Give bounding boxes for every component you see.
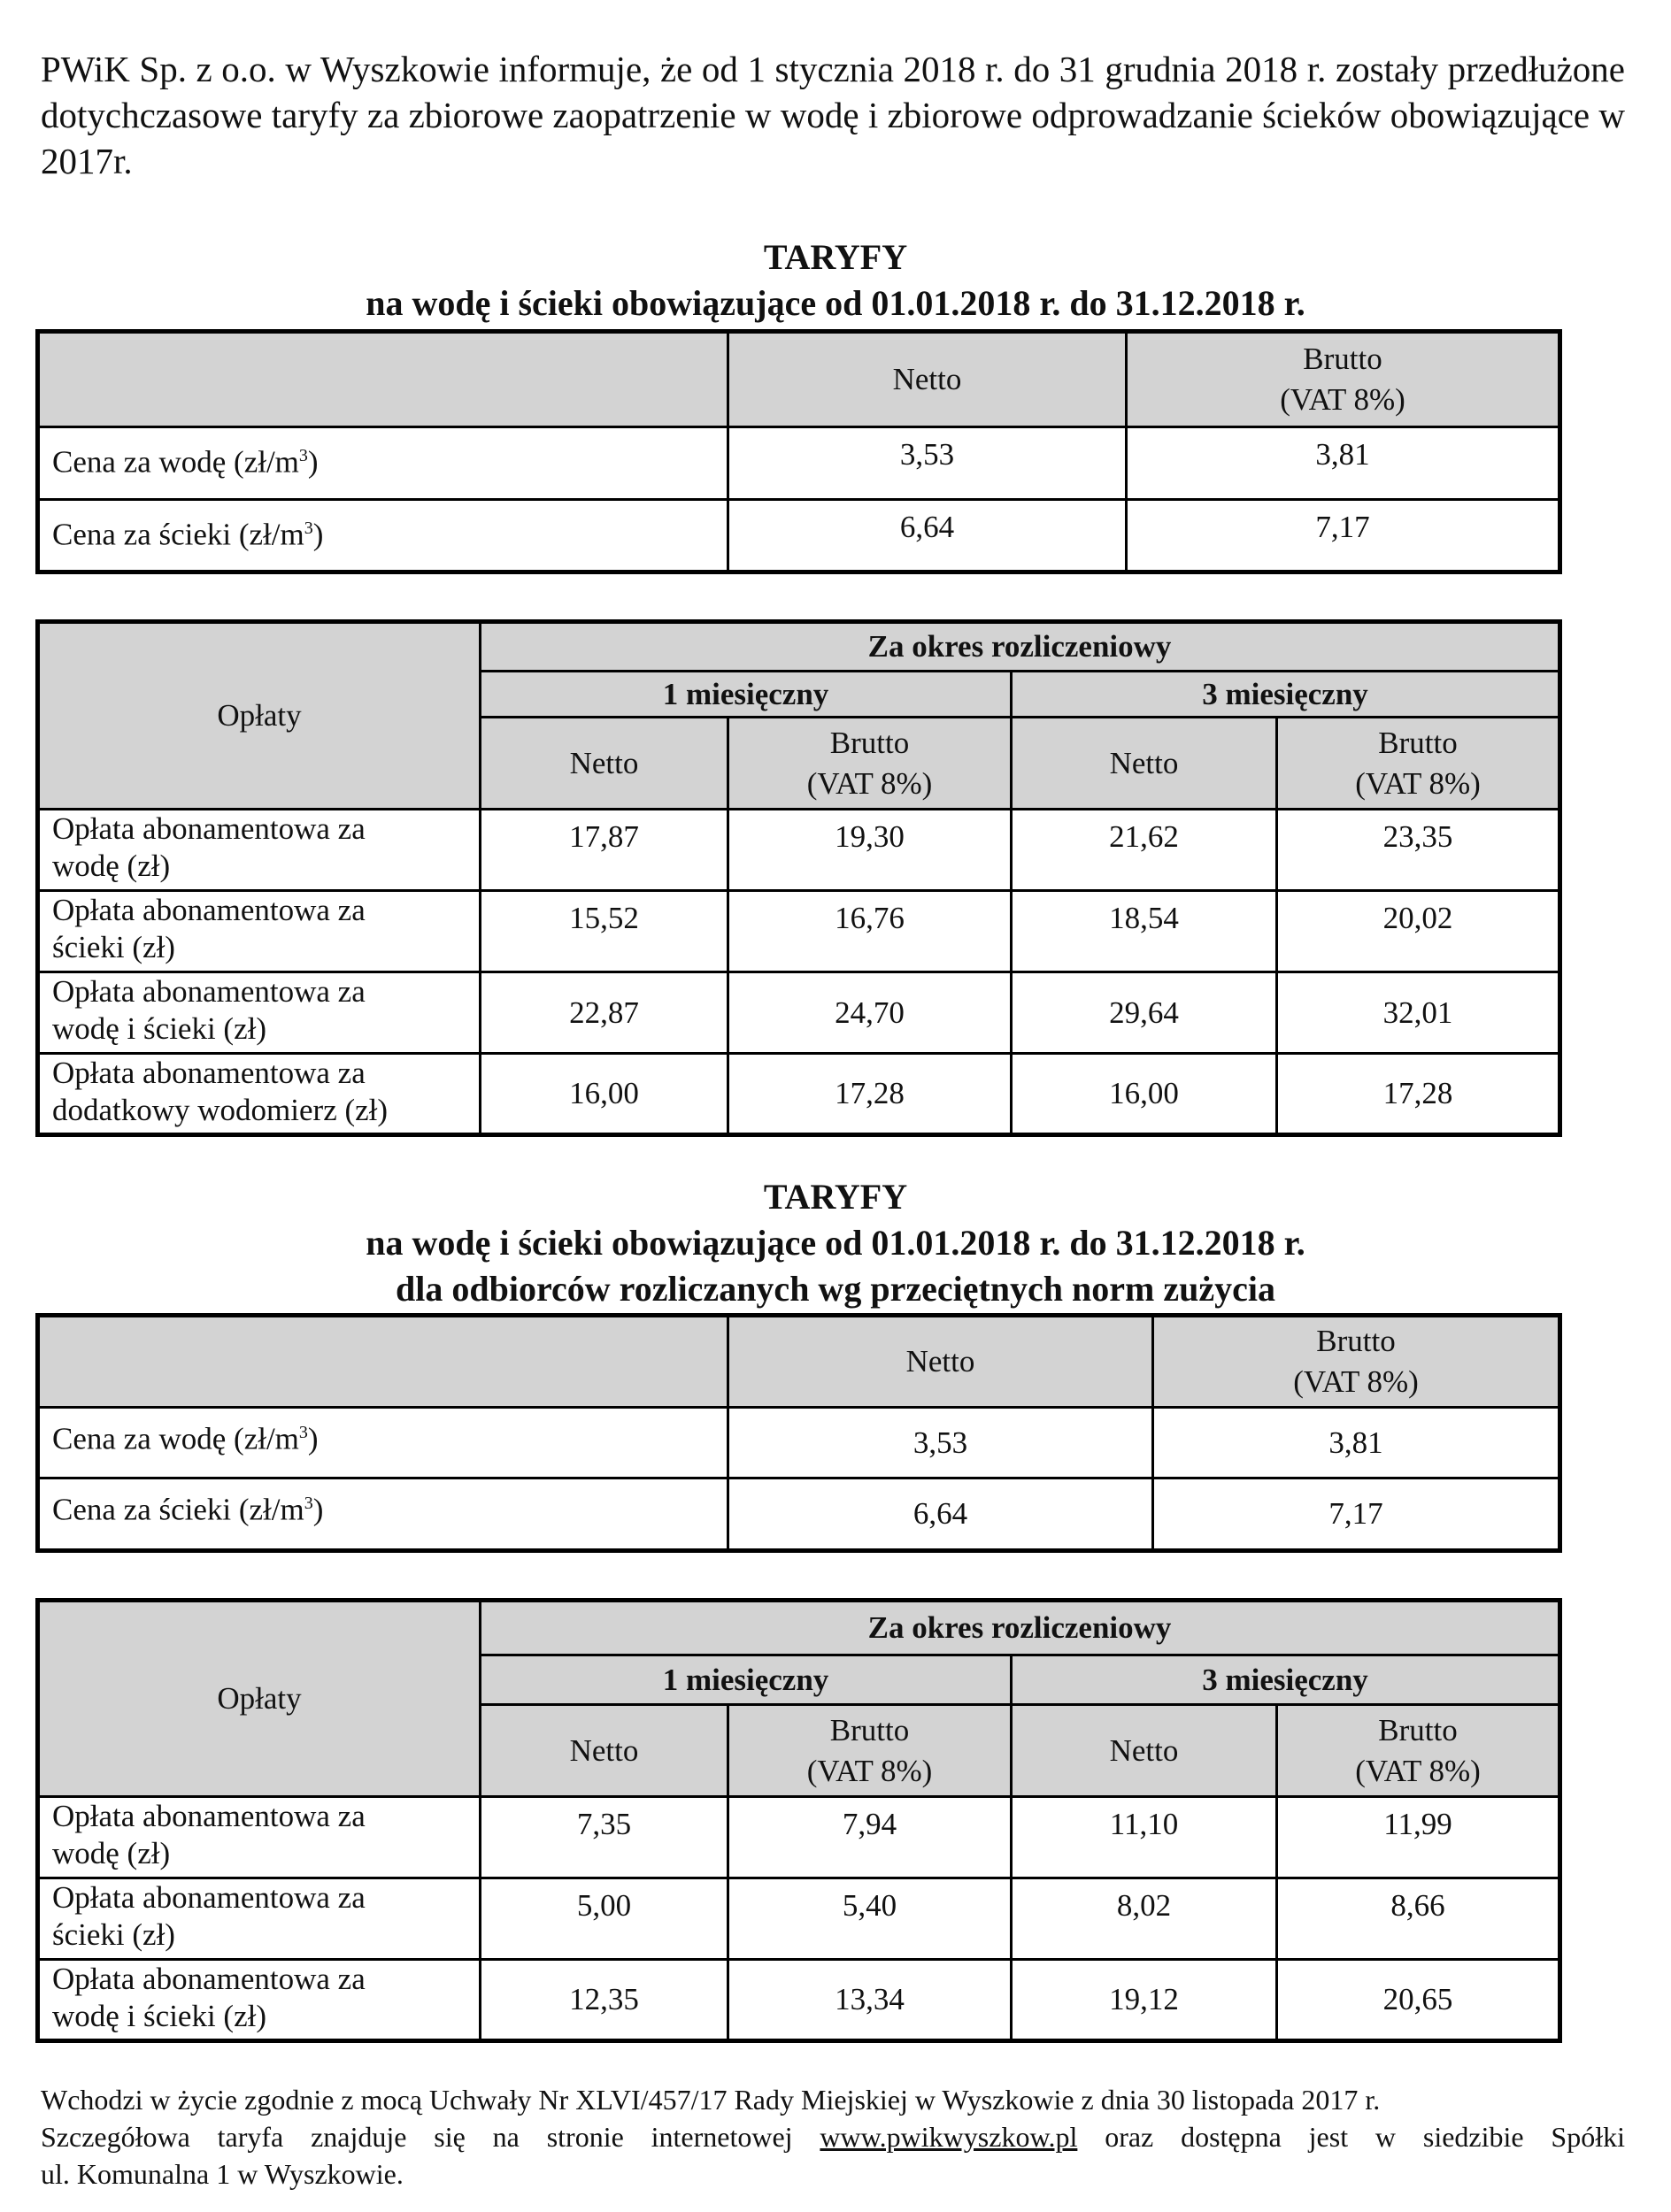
cell-value: 5,00 <box>481 1878 728 1960</box>
netto-header: Netto <box>481 1705 728 1797</box>
section1-subtitle: na wodę i ścieki obowiązujące od 01.01.2018 r. do 31.12.2018 r. <box>366 283 1305 323</box>
period-header: Za okres rozliczeniowy <box>481 1601 1560 1655</box>
cell-value: 7,35 <box>481 1797 728 1878</box>
section2-fee-table <box>35 1598 1562 2043</box>
netto-header: Netto <box>1012 718 1277 810</box>
footer-line1: Wchodzi w życie zgodnie z mocą Uchwały Nr XLVI/457/17 Rady Miejskiej w Wyszkowie z dnia 30 listopada 2017 r. <box>41 2084 1381 2116</box>
row-label: Opłata abonamentowa za wodę (zł) <box>38 810 481 891</box>
netto-header: Netto <box>728 332 1127 427</box>
oplaty-header: Opłaty <box>38 622 481 810</box>
section1-price-table <box>35 329 1562 574</box>
cell-value: 17,87 <box>481 810 728 891</box>
table-header-row <box>38 1316 1560 1408</box>
table-row <box>38 972 1560 1054</box>
section2-price-table <box>35 1313 1562 1553</box>
table-header-row <box>38 1601 1560 1655</box>
empty-header-cell <box>38 332 728 427</box>
oplaty-header: Opłaty <box>38 1601 481 1797</box>
row-label: Cena za ścieki $(zł/m^3)$ <box>38 1479 728 1551</box>
cell-value: 17,28 <box>728 1054 1012 1135</box>
netto-value: 6,64 <box>728 1479 1153 1551</box>
row-label: Opłata abonamentowa za ścieki (zł) <box>38 891 481 972</box>
brutto-header <box>1153 1316 1560 1408</box>
cell-value: 32,01 <box>1277 972 1560 1054</box>
section2-subtitle: na wodę i ścieki obowiązujące od 01.01.2018 r. do 31.12.2018 r. <box>366 1223 1305 1263</box>
quarterly-header: 3 miesięczny <box>1012 1655 1560 1705</box>
section2-subtitle2: dla odbiorców rozliczanych wg przeciętnych norm zużycia <box>396 1269 1275 1309</box>
row-label: Opłata abonamentowa za wodę i ścieki (zł) <box>38 1960 481 2041</box>
cell-value: 15,52 <box>481 891 728 972</box>
vat-label: (VAT 8%) <box>1280 382 1405 417</box>
brutto-header: Brutto (VAT 8%) <box>728 718 1012 810</box>
cell-value: 19,30 <box>728 810 1012 891</box>
brutto-header <box>1127 332 1560 427</box>
row-label: Opłata abonamentowa za wodę i ścieki (zł) <box>38 972 481 1054</box>
monthly-header: 1 miesięczny <box>481 672 1012 718</box>
netto-value: 3,53 <box>728 427 1127 500</box>
row-label: Opłata abonamentowa za dodatkowy wodomierz (zł) <box>38 1054 481 1135</box>
table-row <box>38 891 1560 972</box>
cell-value: 17,28 <box>1277 1054 1560 1135</box>
cell-value: 18,54 <box>1012 891 1277 972</box>
footer-line2: Szczegółowa taryfa znajduje się na stronie internetowej www.pwikwyszkow.pl oraz dostępna jest w siedzibie Spółki <box>41 2121 1626 2153</box>
cell-value: 16,00 <box>1012 1054 1277 1135</box>
brutto-header: Brutto (VAT 8%) <box>1277 718 1560 810</box>
cell-value: 11,99 <box>1277 1797 1560 1878</box>
brutto-header: Brutto (VAT 8%) <box>728 1705 1012 1797</box>
cell-value: 11,10 <box>1012 1797 1277 1878</box>
table-row <box>38 1960 1560 2041</box>
table-row <box>38 1479 1560 1551</box>
netto-value: 3,53 <box>728 1408 1153 1479</box>
vat-label: (VAT 8%) <box>1293 1364 1419 1399</box>
section2-title: TARYFY <box>763 1177 908 1217</box>
brutto-label: Brutto <box>1303 342 1382 376</box>
cell-value: 7,94 <box>728 1797 1012 1878</box>
cell-value: 12,35 <box>481 1960 728 2041</box>
cell-value: 22,87 <box>481 972 728 1054</box>
cell-value: 23,35 <box>1277 810 1560 891</box>
table-header-row <box>38 332 1560 427</box>
cell-value: 29,64 <box>1012 972 1277 1054</box>
row-label: Cena za wodę $(zł/m^3)$ <box>38 1408 728 1479</box>
table-row <box>38 1054 1560 1135</box>
cell-value: 5,40 <box>728 1878 1012 1960</box>
section1-title: TARYFY <box>763 237 908 277</box>
table-row <box>38 1408 1560 1479</box>
cell-value: 13,34 <box>728 1960 1012 2041</box>
cell-value: 19,12 <box>1012 1960 1277 2041</box>
table-row <box>38 427 1560 500</box>
brutto-value: 7,17 <box>1153 1479 1560 1551</box>
quarterly-header: 3 miesięczny <box>1012 672 1560 718</box>
cell-value: 16,76 <box>728 891 1012 972</box>
row-label: Cena za wodę $(zł/m^3)$ <box>38 427 728 500</box>
cell-value: 24,70 <box>728 972 1012 1054</box>
cell-value: 8,02 <box>1012 1878 1277 1960</box>
row-label: Opłata abonamentowa za wodę (zł) <box>38 1797 481 1878</box>
netto-header: Netto <box>1012 1705 1277 1797</box>
brutto-label: Brutto <box>1316 1324 1396 1358</box>
table-row <box>38 810 1560 891</box>
website-link[interactable]: www.pwikwyszkow.pl <box>820 2121 1078 2153</box>
empty-header-cell <box>38 1316 728 1408</box>
row-label: Opłata abonamentowa za ścieki (zł) <box>38 1878 481 1960</box>
cell-value: 16,00 <box>481 1054 728 1135</box>
brutto-value: 7,17 <box>1127 500 1560 572</box>
netto-header: Netto <box>728 1316 1153 1408</box>
table-row <box>38 500 1560 572</box>
row-label: Cena za ścieki $(zł/m^3)$ <box>38 500 728 572</box>
brutto-value: 3,81 <box>1127 427 1560 500</box>
footer-line3: ul. Komunalna 1 w Wyszkowie. <box>41 2158 404 2190</box>
brutto-value: 3,81 <box>1153 1408 1560 1479</box>
section1-fee-table <box>35 619 1562 1137</box>
period-header: Za okres rozliczeniowy <box>481 622 1560 672</box>
brutto-header: Brutto (VAT 8%) <box>1277 1705 1560 1797</box>
table-header-row <box>38 622 1560 672</box>
cell-value: 20,65 <box>1277 1960 1560 2041</box>
netto-value: 6,64 <box>728 500 1127 572</box>
cell-value: 21,62 <box>1012 810 1277 891</box>
netto-header: Netto <box>481 718 728 810</box>
intro-text: PWiK Sp. z o.o. w Wyszkowie informuje, że od 1 stycznia 2018 r. do 31 grudnia 2018 r. zostały przedłużone dotychczasowe taryfy za zbiorowe zaopatrzenie w wodę i zbiorowe odprowadzanie ścieków obowiązujące w 2017r. <box>41 49 1625 181</box>
cell-value: 20,02 <box>1277 891 1560 972</box>
footer-note <box>41 2081 1625 2193</box>
cell-value: 8,66 <box>1277 1878 1560 1960</box>
table-row <box>38 1878 1560 1960</box>
monthly-header: 1 miesięczny <box>481 1655 1012 1705</box>
table-row <box>38 1797 1560 1878</box>
